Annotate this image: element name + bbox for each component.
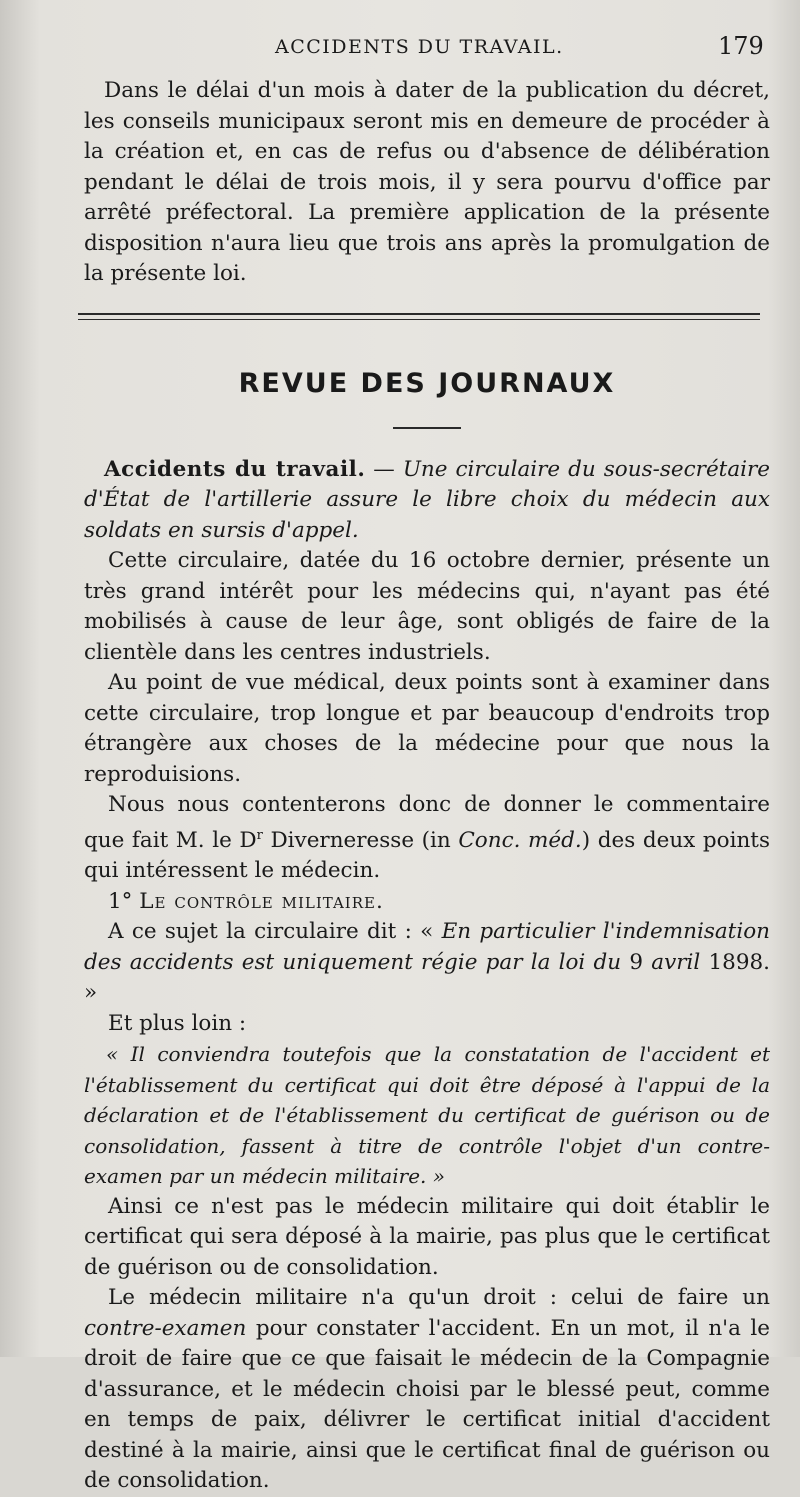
paragraph: Au point de vue médical, deux points sont à examiner dans cette circulaire, trop longue et par beaucoup d'endroits trop étrangère aux choses de la médecine pour que nous la reproduisions. (84, 670, 770, 787)
quote-intro: A ce sujet la circulaire dit : « (108, 919, 442, 945)
commentary-paragraph (84, 790, 770, 887)
point-heading (84, 887, 770, 918)
further-line: Et plus loin : (108, 1010, 247, 1036)
final-italic: contre-examen (84, 1315, 247, 1341)
double-rule (78, 313, 760, 320)
commentary-end: ) des deux points qui intéressent le médecin. (84, 827, 770, 884)
quote-1: En particulier l'indemnisation des accidents est uniquement régie par la loi du (84, 919, 770, 975)
section-title-underline (393, 427, 461, 429)
quote-intro-paragraph (84, 917, 770, 1009)
article-heading-italic: Une circulaire du sous-secrétaire d'État de l'artillerie assure le libre choix du médecin aux soldats en sursis d'appel. (84, 456, 771, 543)
rule-bottom (78, 319, 760, 320)
running-head: ACCIDENTS DU TRAVAIL. (275, 36, 564, 58)
section-title: REVUE DES JOURNAUX (238, 367, 616, 399)
quote-1-year: 1898. (700, 949, 771, 975)
page-header (0, 34, 800, 70)
article (84, 455, 770, 1497)
commentary-source: Conc. méd. (458, 827, 582, 853)
page-body (84, 76, 770, 1497)
article-heading-bold: Accidents du travail. (104, 456, 366, 482)
article-heading-dash: — (365, 456, 403, 482)
article-heading (84, 455, 770, 547)
rule-top (78, 313, 760, 315)
point-number: 1° (108, 888, 133, 914)
quote-1-date: 9 (629, 949, 652, 975)
page-number: 179 (718, 32, 764, 60)
commentary-start: Nous nous contenterons donc de donner le commentaire que fait M. le D (84, 792, 770, 853)
final-paragraph (84, 1283, 770, 1497)
quote-1-close: » (84, 980, 98, 1006)
intro-paragraph: Dans le délai d'un mois à dater de la publication du décret, les conseils municipaux seront mis en demeure de procéder à la création et, en cas de refus ou d'absence de délibération pendant le délai de trois mois, il y sera pourvu d'office par arrêté préfectoral. La première application de la présente disposition n'aura lieu que trois ans après la promulgation de la présente loi. (84, 78, 770, 286)
commentary-superscript: r (256, 827, 263, 843)
quote-1-month: avril (651, 949, 701, 975)
point-title: Le contrôle militaire. (139, 888, 384, 914)
conclusion-paragraph: Ainsi ce n'est pas le médecin militaire qui doit établir le certificat qui sera déposé à la mairie, pas plus que le certificat de guérison ou de consolidation. (84, 1193, 770, 1280)
commentary-mid: Diverneresse (in (262, 827, 459, 853)
final-start: Le médecin militaire n'a qu'un droit : celui de faire un (108, 1285, 770, 1311)
final-end: pour constater l'accident. En un mot, il n'a le droit de faire que ce que faisait le médecin de la Compagnie d'assurance, et le médecin choisi par le blessé peut, comme en temps de paix, délivrer le certificat initial d'accident destiné à la mairie, ainsi que le certificat final de guérison ou de consolidation. (84, 1315, 770, 1494)
paragraph: Cette circulaire, datée du 16 octobre dernier, présente un très grand intérêt pour les médecins qui, n'ayant pas été mobilisés à cause de leur âge, sont obligés de faire de la clientèle dans les centres industriels. (84, 548, 770, 665)
quote-2: « Il conviendra toutefois que la constatation de l'accident et l'établissement du certificat qui doit être déposé à l'appui de la déclaration et de l'établissement du certificat de guérison ou de consolidation, fassent à titre de contrôle l'objet d'un contre-examen par un médecin militaire. » (84, 1042, 770, 1189)
